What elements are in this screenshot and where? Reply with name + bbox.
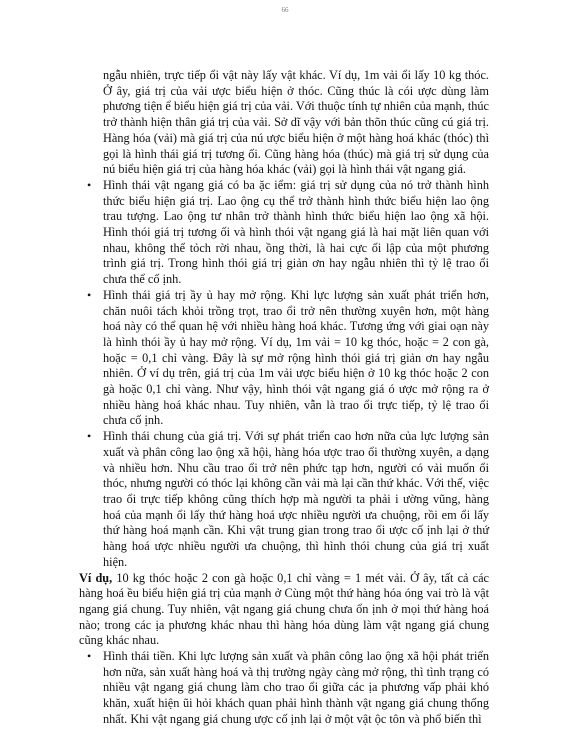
example-label: Ví dụ, bbox=[79, 570, 113, 585]
continuation-paragraph: ngẫu nhiên, trực tiếp ổi vật này lấy vật khác. Ví dụ, 1m vải ổi lấy 10 kg thóc. Ở ây, giá trị của vải ược biểu hiện ở thóc. Cũng thúc là cói ược dùng làm phương tiện ể biểu hiện giá trị của vải. Với thuộc tính tự nhiên của mạnh, thúc trở thành hiện thân giá trị của vải. Sở dĩ vậy với bản thõn thúc cũng cú giá trị. Hàng hóa (vải) mà giá trị của nú ược biểu hiện ở một hàng hoá khác (thóc) thì gọi là hình thái giá trị tương ối. Cũng hàng hóa (thúc) mà giá trị sử dụng của nú biểu hiện giá trị của hàng hóa khác (vải) gọi là hình thái vật ngang giá. bbox=[103, 68, 489, 177]
bullet-icon: • bbox=[87, 429, 92, 444]
bullet-text: Hình thái giá trị ầy ủ hay mở rộng. Khi lực lượng sản xuất phát triển hơn, chăn nuôi tách khỏi trồng trọt, trao ổi trở nên thường xuyên hơn, một hàng hoá này có thể quan hệ với nhiều hàng hoá khác. Tương ứng với giai oạn này là hình thói ầy ủ hay mở rộng. Ví dụ, 1m vải = 10 kg thóc, hoặc = 2 con gà, hoặc = 0,1 chỉ vàng. Đây là sự mở rộng hình thói giá trị giản ơn hay ngẫu nhiên. Ở ví dụ trên, giá trị của 1m vải ược biểu hiện ở 10 kg thóc hoặc 2 con gà hoặc 0,1 chỉ vàng. Như vậy, hình thói vật ngang giá ó ược mở rộng ra ở nhiều hàng hoá khác nhau. Tuy nhiên, vẫn là trao ổi trực tiếp, tỷ lệ trao ổi chưa cố ịnh. bbox=[103, 287, 489, 428]
example-paragraph bbox=[79, 571, 489, 650]
example-text: 10 kg thóc hoặc 2 con gà hoặc 0,1 chỉ vàng = 1 mét vải. Ở ây, tất cả các hàng hoá ều biểu hiện giá trị của mạnh ở Cùng một thứ hàng hóa óng vai trò là vật ngang giá chung. Tuy nhiên, vật ngang giá chung chưa ổn ịnh ở mọi thứ hàng hoá nào; trong các ịa phương khác nhau thì hàng hóa dùng làm vật ngang giá chung cũng khác nhau. bbox=[79, 570, 490, 648]
bullet-item bbox=[79, 649, 489, 728]
page-number: 66 bbox=[281, 6, 289, 14]
bullet-text: Hình thái vật ngang giá có ba ặc iểm: giá trị sử dụng của nó trở thành hình thức biểu hiện giá trị. Lao ộng cụ thể trở thành hình thức biểu hiện lao ộng trau tượng. Lao ộng tư nhân trở thành hình thức biểu hiện lao ộng xã hội. Hình thói giá trị tương ối và hình thói vật ngang giá là hai mặt liên quan với nhau, không thể tỏch rời nhau, ồng thời, là hai cực ối lập của một phương trình giá trị. Trong hình thói giá trị giản ơn hay ngẫu nhiên thì tỷ lệ trao ổi chưa thể cố ịnh. bbox=[103, 177, 489, 287]
bullet-text: Hình thái chung của giá trị. Với sự phát triển cao hơn nữa của lực lượng sản xuất và phân công lao ộng xã hội, hàng hóa ược trao ổi thường xuyên, a dạng và nhiều hơn. Nhu cầu trao ổi trở nên phức tạp hơn, người có vải muốn ổi thóc, nhưng người có thóc lại không cần vải mà lại cần thứ khác. Với thế, việc trao ổi trực tiếp không cũng thích hợp mà người ta phải i ường vũng, hàng hoá của mạnh ổi lấy thứ hàng hoá ược nhiều người ưa chuộng, rồi em ổi lấy thứ hàng hoá mạnh cần. Khi vật trung gian trong trao ổi ược cố ịnh lại ở thứ hàng hoá ược nhiều người ưa chuộng, thì hình thói chung của giá trị xuất hiện. bbox=[103, 429, 489, 569]
bullet-icon: • bbox=[87, 287, 92, 302]
document-body bbox=[79, 68, 489, 728]
bullet-text: Hình thái tiền. Khi lực lượng sản xuất và phân công lao ộng xã hội phát triển hơn nữa, sản xuất hàng hoá và thị trường ngày càng mở rộng, thì tình trạng có nhiều vật ngang giá chung làm cho trao ổi giữa các ịa phương vấp phải khó khăn, xuất hiện ũi hỏi khách quan phải hình thành vật ngang giá chung thống nhất. Khi vật ngang giá chung ược cố ịnh lại ở một vật ộc tôn và phổ biến thì bbox=[103, 649, 489, 726]
bullet-icon: • bbox=[87, 649, 92, 664]
bullet-item bbox=[79, 288, 489, 429]
bullet-item bbox=[79, 429, 489, 570]
bullet-item bbox=[79, 178, 489, 288]
bullet-icon: • bbox=[87, 177, 92, 192]
